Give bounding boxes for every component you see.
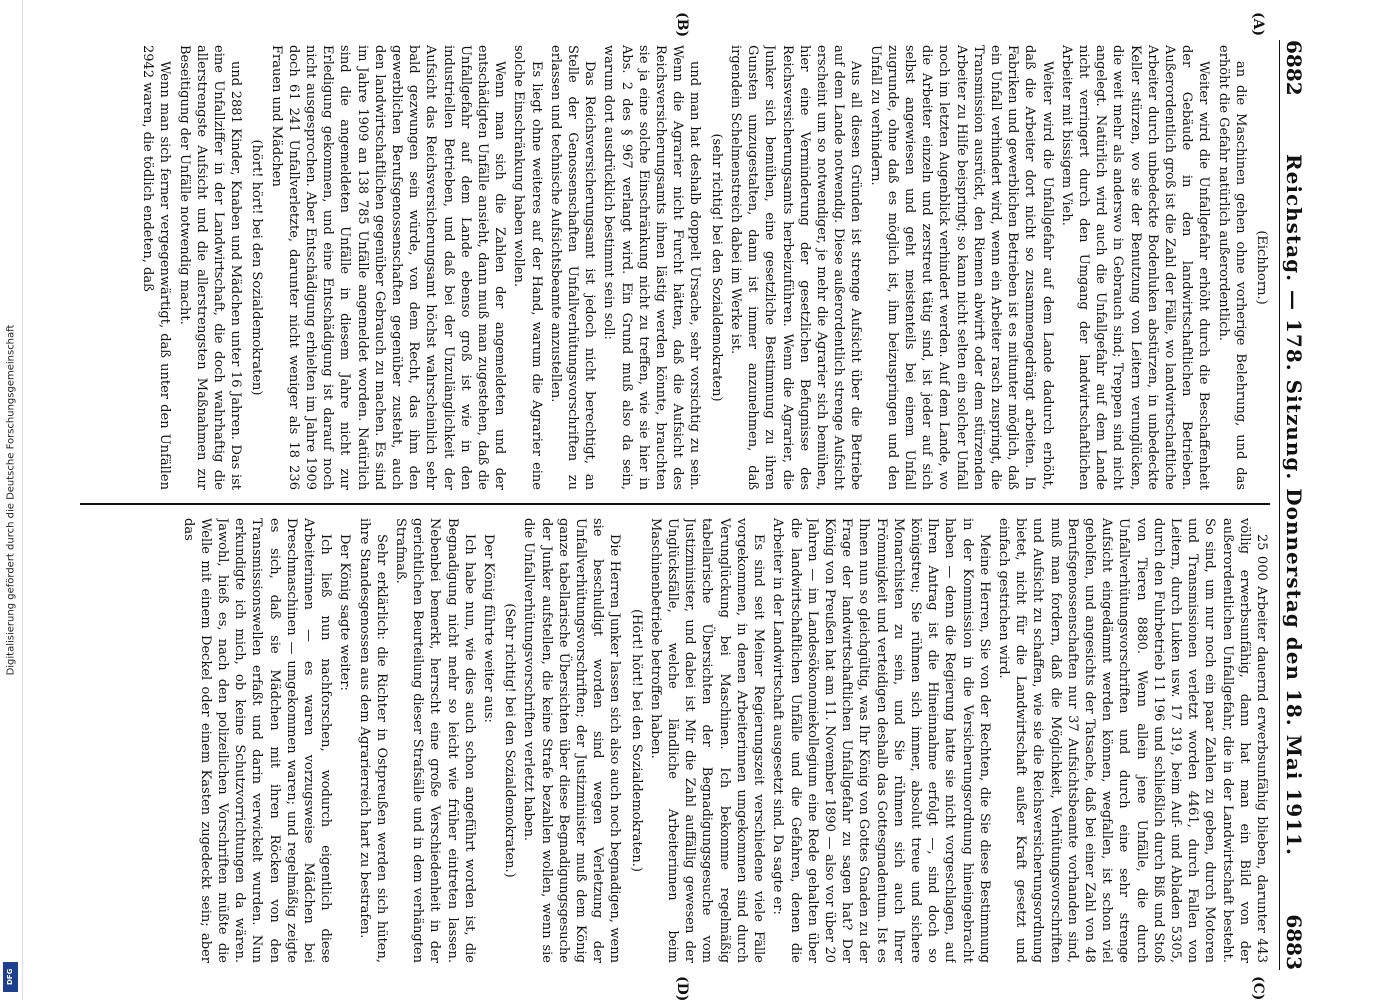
interjection: (Hört! hört! bei den Sozialdemokraten.) [628, 608, 644, 872]
digitization-side-note [0, 0, 23, 1000]
paragraph: Aus all diesen Gründen ist strenge Aufsicht über die Betriebe auf dem Lande notwendig. Diese außerordentlich strenge Aufsicht erscheint um so notwendiger, je mehr die Agrarier sich bemühen, hier eine Verminderung der gesetzlichen Befugnisse des Reichsversicherungsamts herbeizuführen. Wenn die Agrarier, die Junker sich bemühen, eine gesetzliche Bestimmung zu ihren Gunsten umzugestalten, dann ist immer anzunehmen, daß irgendein Schelmenstreich dabei im Werke ist. [727, 45, 864, 490]
margin-marker-a: (A) [1250, 12, 1266, 37]
digitization-credit: Digitalisierung gefördert durch die Deutsche Forschungsgemeinschaft [5, 324, 17, 676]
paragraph: und man hat deshalb doppelt Ursache, sehr vorsichtig zu sein. Wenn die Agrarier nicht Furcht hätten, daß die Aufsicht des Reichsversicherungsamts ihnen lästig werden könnte, brauchten sie ja eine solche Einschränkung nicht zu treffen, wie sie hier in Abs. 2 des § 967 verlangt wird. Ein Grund muß also da sein, warum dort ausdrücklich bestimmt sein soll: [601, 45, 703, 490]
paragraph: Sehr erklärlich: die Richter in Ostpreußen werden sich hüten, ihre Standesgenossen aus dem Agrarierreich hart zu bestrafen. [356, 518, 389, 963]
page-header [1279, 40, 1310, 970]
page-header-title: Reichstag. — 178. Sitzung. Donnerstag den 18. Mai 1911. [1282, 154, 1306, 856]
margin-marker-b: (B) [674, 12, 690, 38]
paragraph: und 2881 Kinder, Knaben und Mädchen unter 16 Jahren. Das ist eine Unfallziffer in der Landwirtschaft, die doch wahrhaftig die allerstrengste Aufsicht und die allerstrengsten Maßnahmen zur Beseitigung der Unfälle notwendig macht. [176, 45, 244, 490]
column-separator [80, 503, 1270, 505]
paragraph: Weiter wird die Unfallgefahr erhöht durch die Beschaffenheit der Gebäude in den landwirtschaftlichen Betrieben. Außerordentlich groß ist die Zahl der Fälle, wo landwirtschaftliche Arbeiter durch unbedeckte Bodenluken abstürzen, in unbedeckte Keller stürzen, wo sie der Benutzung von Leitern verunglücken, die weit mehr als anderswo in Gebrauch sind; Treppen sind nicht angelegt. Natürlich wird auch die Unfallgefahr auf dem Lande nicht verringert durch den Umgang der landwirtschaftlichen Arbeiter mit bissigem Vieh. [1058, 45, 1212, 490]
quotation: Ich ließ nun nachforschen, wodurch eigentlich diese Arbeiterinnen — es waren vorzugsweise Mädchen bei Dreschmaschinen — umgekommen waren; und regelmäßig zeigte es sich, daß sie Mädchen mit ihren Röcken von den Transmissionswellen erfaßt und darin verwickelt wurden. Nun erkundigte ich mich, ob keine Schutzvorrichtungen da wären. Jawohl, hieß es, nach den polizeilichen Vorschriften müßte die Welle mit einem Deckel oder einem Kasten zugedeckt sein; aber das [180, 518, 334, 963]
paragraph: 25 000 Arbeiter dauernd erwerbsunfähig blieben, darunter 443 völlig erwerbsunfähig, dann hat man ein Bild von der außerordentlichen Unfallgefahr, die in der Landwirtschaft besteht. So sind, um nur noch ein paar Zahlen zu geben, durch Motoren und Transmissionen verletzt worden 4461, durch Fallen von Leitern, durch Luken usw. 17 319, beim Auf- und Abladen 5305, durch den Fuhrbetrieb 11 196 und schließlich durch Biß und Stoß von Tieren 8880. Wenn allein jene Unfälle, die durch Unfallverhütungsvorschriften und durch eine sehr strenge Aufsicht eingedämmt werden können, wegfallen, ist schon viel geholfen, und angesichts der Tatsache, daß bei einer Zahl von 48 Berufsgenossenschaften nur 37 Aufsichtsbeamte vorhanden sind, muß man fordern, daß die Möglichkeit, Verhütungsvorschriften und Aufsicht zu schaffen, wie sie die Reichsversicherungsordnung bietet, nicht für die Landwirtschaft außer Kraft gesetzt und einfach gestrichen wird. [995, 518, 1269, 963]
margin-marker-d: (D) [674, 976, 690, 1001]
interjection: (hört! hört! bei den Sozialdemokraten) [249, 139, 265, 396]
paragraph: Die Herren Junker lassen sich also auch noch begnadigen, wenn sie beschuldigt worden sind wegen Verletzung der Unfallverhütungsvorschriften; der Justizminister muß dem König ganze tabellarische Übersichten über diese Begnadigungsgesuche der Junker aufstellen, die keine Strafe bezahlen wollen, wenn sie die Unfallverhütungsvorschriften verletzt haben. [521, 518, 623, 963]
page-number-right: 6883 [1282, 914, 1306, 970]
paragraph: Weiter wird die Unfallgefahr auf dem Lande dadurch erhöht, daß die Arbeiter dort nicht so zusammengedrängt arbeiten. In Fabriken und gewerblichen Betrieben ist es mitunter möglich, daß ein Unfall verhindert wird, wenn ein Arbeiter rasch zuspringt, die Transmission ausrückt, den Riemen abwirft oder dem stürzenden Arbeiter zu Hilfe beispringt; so kann nicht selten ein solcher Unfall noch im letzten Augenblick verhindert werden. Auf dem Lande, wo die Arbeiter einzeln und zerstreut tätig sind, ist jeder auf sich selbst angewiesen und geht meistenteils bei einem Unfall zugrunde, ohne daß es möglich ist, ihm beizuspringen und den Unfall zu verhindern. [867, 45, 1055, 490]
paragraph: Es liegt ohne weiteres auf der Hand, warum die Agrarier eine solche Einschränkung haben wollen. [511, 45, 544, 490]
speaker-name: (Eichhorn.) [1254, 230, 1269, 305]
left-column [80, 45, 1270, 490]
dfg-logo: DFG [3, 962, 18, 992]
scanned-page [70, 12, 1310, 1001]
right-column [80, 518, 1270, 963]
quotation: Ich habe nun, wie dies auch schon angeführt worden ist, die Begnadigung nicht mehr so leicht wie früher eintreten lassen. Nebenbei bemerkt, herrscht eine große Verschiedenheit in der gerichtlichen Beurteilung dieser Strafsälle und in dem verhängten Strafmaß. [393, 518, 477, 963]
paragraph: an die Maschinen gehen ohne vorherige Belehrung, und das erhöht die Gefahr natürlich außerordentlich. [1215, 45, 1248, 490]
paragraph: Der König sagte weiter: [337, 534, 353, 691]
rotated-page-content [70, 12, 1310, 1001]
paragraph: Wenn man sich die Zahlen der angemeldeten und der entschädigten Unfälle ansieht, dann muß man zugestehen, daß die Unfallgefahr auf dem Lande ebenso groß ist wie in den industriellen Betrieben, und daß bei der Unzulänglichkeit der Aufsicht das Reichsversicherungsamt höchst wahrscheinlich sehr bald gezwungen sein würde, von dem Recht, das ihm den gewerblichen Berufsgenossenschaften gegenüber zusteht, auch den landwirtschaftlichen gegenüber Gebrauch zu machen. Es sind im Jahre 1909 an 138 785 Unfälle angemeldet worden. Natürlich sind die angemeldeten Unfälle in diesem Jahre nicht zur Erledigung gekommen, und eine Entschädigung ist darauf noch nicht ausgesprochen. Aber Entschädigung erhielten im Jahre 1909 doch 61 241 Unfallverletzte, darunter nicht weniger als 18 236 Frauen und Mädchen [268, 45, 508, 490]
page-number-left: 6882 [1282, 40, 1306, 96]
interjection: (Sehr richtig! bei den Sozialdemokraten.) [502, 603, 518, 878]
paragraph: Der König führte weiter aus: [481, 534, 497, 723]
paragraph: Wenn man sich ferner vergegenwärtigt, daß unter den Unfällen 2942 waren, die tödlich endeten, daß [140, 45, 173, 490]
quotation: Es sind seit Meiner Regierungszeit verschiedene viele Fälle vorgekommen, in denen Arbeiterinnen umgekommen sind durch Verunglückung bei Maschinen. Ich bekomme regelmäßig tabellarische Übersichten der Begnadigungsgesuche vom Justizminister, und dabei ist Mir die Zahl auffällig gewesen der Unglücksfälle, welche ländliche Arbeiterinnen beim Maschinenbetriebe betroffen haben. [647, 518, 767, 963]
quotation: Das Reichsversicherungsamt ist jedoch nicht berechtigt, an Stelle der Genossenschaften Unfallverhütungsvorschriften zu erlassen und technische Aufsichtsbeamte anzustellen. [547, 45, 598, 490]
paragraph: Meine Herren, Sie von der Rechten, die Sie diese Bestimmung in der Kommission in die Versicherungsordnung hineingebracht haben — denn die Regierung hatte sie nicht vorgeschlagen, auf Ihren Antrag ist die Hineinnahme erfolgt —, sind doch so königstreu; Sie rühmen sich immer, absolut treue und sichere Monarchisten zu sein, und Sie rühmen sich auch Ihrer Frömmigkeit und verteidigen deshalb das Gottesgnadentum. Ist es Ihnen nun so gleichgültig, was Ihr König von Gottes Gnaden zu der Frage der landwirtschaftlichen Unfallgefahr zu sagen hat? Der König von Preußen hat am 11. November 1890 — also vor über 20 Jahren — im Landesökonomiekollegium eine Rede gehalten über die landwirtschaftlichen Unfälle und die Gefahren, denen die Arbeiter in der Landwirtschaft ausgesetzt sind. Da sagte er: [770, 518, 992, 963]
interjection: (sehr richtig! bei den Sozialdemokraten) [708, 133, 724, 402]
margin-marker-c: (C) [1250, 976, 1266, 1001]
